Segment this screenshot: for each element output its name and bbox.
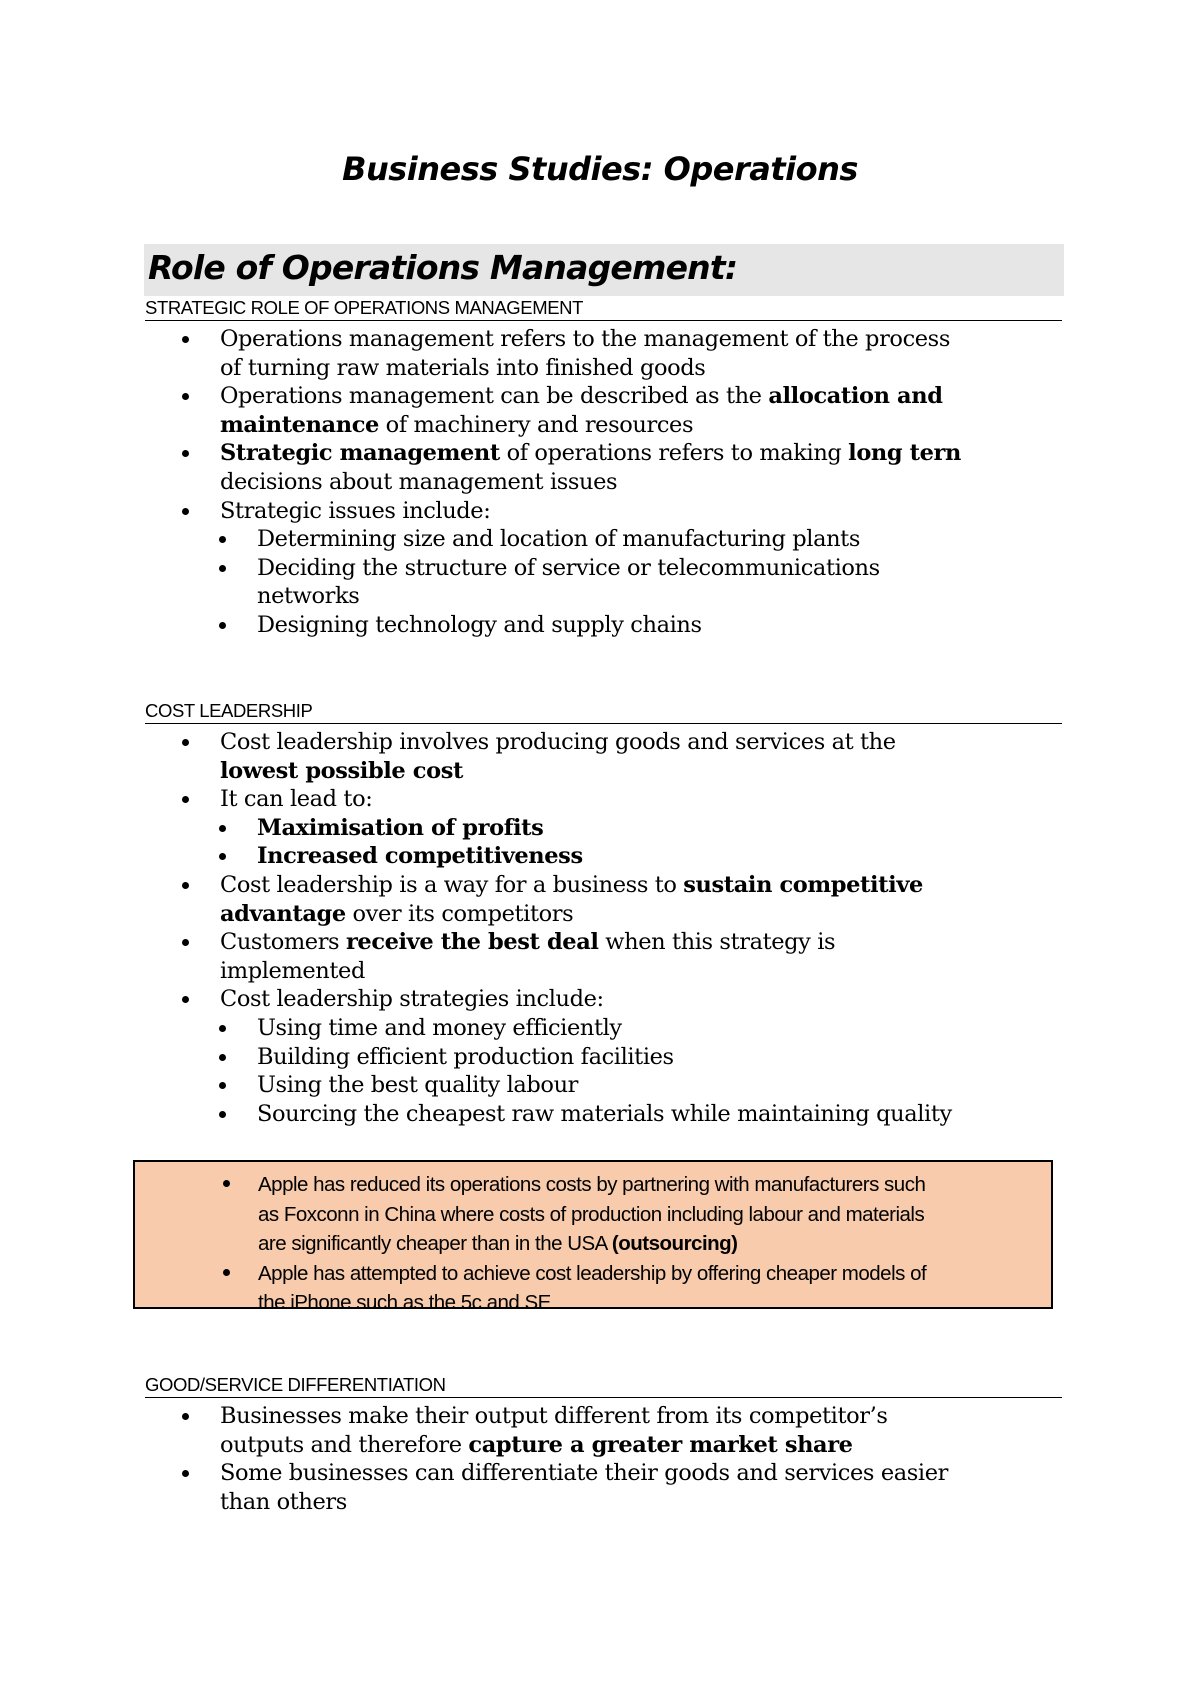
- item-text: the iPhone such as the 5c and SE: [258, 1291, 551, 1314]
- list-item: [145, 497, 1085, 526]
- item-text: Designing technology and supply chains: [257, 611, 702, 638]
- item-text: Deciding the structure of service or telecommunications: [257, 554, 880, 581]
- item-emphasis: lowest possible cost: [220, 757, 463, 784]
- list-item: [145, 871, 1085, 928]
- item-text: of turning raw materials into finished goods: [220, 354, 706, 381]
- sub-list-item: [145, 1071, 1085, 1100]
- item-emphasis: Strategic management: [220, 440, 500, 467]
- list-item: [145, 439, 1085, 496]
- item-text: than others: [220, 1488, 347, 1515]
- sub-list-item: [145, 814, 1085, 843]
- item-emphasis: allocation and: [768, 383, 943, 410]
- item-emphasis: long tern: [848, 440, 961, 467]
- item-text: networks: [257, 583, 360, 610]
- sub-list-item: [145, 611, 1085, 640]
- sub-list-item: [145, 1014, 1085, 1043]
- list-item: [145, 785, 1085, 814]
- item-emphasis: capture a greater market share: [468, 1431, 853, 1458]
- sub-list-item: [145, 554, 1085, 611]
- item-text: Cost leadership involves producing goods and services at the: [220, 729, 896, 755]
- cost-leadership-list: [145, 728, 1085, 1128]
- item-text: Operations management refers to the management of the process: [220, 326, 950, 352]
- section-heading-text: Role of Operations Management:: [148, 248, 738, 287]
- differentiation-list: [145, 1402, 1085, 1516]
- sub-list-item: [145, 1100, 1085, 1129]
- item-text: Cost leadership strategies include:: [220, 986, 604, 1013]
- item-text: Strategic issues include:: [220, 497, 491, 524]
- item-text: implemented: [220, 957, 365, 984]
- item-text: Customers: [220, 929, 346, 956]
- item-emphasis: maintenance: [220, 411, 379, 438]
- item-text: Using the best quality labour: [257, 1072, 579, 1099]
- item-emphasis: sustain competitive: [683, 871, 923, 898]
- item-text: Cost leadership is a way for a business to: [220, 871, 684, 898]
- item-emphasis: (outsourcing): [611, 1232, 738, 1255]
- strategic-role-label: STRATEGIC ROLE OF OPERATIONS MANAGEMENT: [145, 296, 1062, 321]
- item-emphasis: Increased competitiveness: [257, 843, 583, 870]
- list-item: [145, 728, 1085, 785]
- sub-list-item: [145, 842, 1085, 871]
- list-item: [145, 1459, 1085, 1516]
- item-emphasis: Maximisation of profits: [257, 814, 544, 841]
- item-text: Determining size and location of manufacturing plants: [257, 526, 860, 553]
- case-study-item: [135, 1170, 1053, 1259]
- item-text: of operations refers to making: [499, 440, 849, 467]
- item-text: Apple has reduced its operations costs by partnering with manufacturers such: [258, 1173, 926, 1196]
- list-item: [145, 928, 1085, 985]
- item-text: are significantly cheaper than in the USA: [258, 1232, 612, 1255]
- item-text: of machinery and resources: [378, 411, 694, 438]
- item-text: when this strategy is: [598, 929, 836, 956]
- item-text: Some businesses can differentiate their goods and services easier: [220, 1460, 948, 1487]
- list-item: [145, 325, 1085, 382]
- differentiation-label: GOOD/SERVICE DIFFERENTIATION: [145, 1373, 1062, 1398]
- list-item: [145, 382, 1085, 439]
- case-study-box: [133, 1160, 1053, 1314]
- item-text: as Foxconn in China where costs of production including labour and materials: [258, 1202, 925, 1226]
- sub-list-item: [145, 525, 1085, 554]
- item-text: Apple has attempted to achieve cost leadership by offering cheaper models of: [258, 1261, 927, 1285]
- sub-list-item: [145, 1043, 1085, 1072]
- item-emphasis: receive the best deal: [345, 929, 599, 956]
- item-text: Operations management can be described as the: [220, 383, 769, 410]
- case-study-list: [135, 1170, 1053, 1318]
- strategic-role-list: [145, 325, 1085, 640]
- list-item: [145, 985, 1085, 1014]
- item-text: Sourcing the cheapest raw materials while maintaining quality: [257, 1100, 952, 1127]
- item-emphasis: advantage: [220, 900, 346, 927]
- item-text: Using time and money efficiently: [257, 1014, 622, 1041]
- cost-leadership-label: COST LEADERSHIP: [145, 699, 1062, 724]
- item-text: Building efficient production facilities: [257, 1043, 674, 1070]
- item-text: Businesses make their output different from its competitor’s: [220, 1403, 888, 1429]
- section-heading: [144, 244, 1064, 296]
- item-text: outputs and therefore: [220, 1431, 469, 1458]
- item-text: It can lead to:: [220, 786, 373, 813]
- item-text: over its competitors: [345, 900, 574, 927]
- document-title: Business Studies: Operations: [342, 150, 858, 188]
- case-study-item: [135, 1259, 1053, 1318]
- list-item: [145, 1402, 1085, 1459]
- item-text: decisions about management issues: [220, 468, 618, 495]
